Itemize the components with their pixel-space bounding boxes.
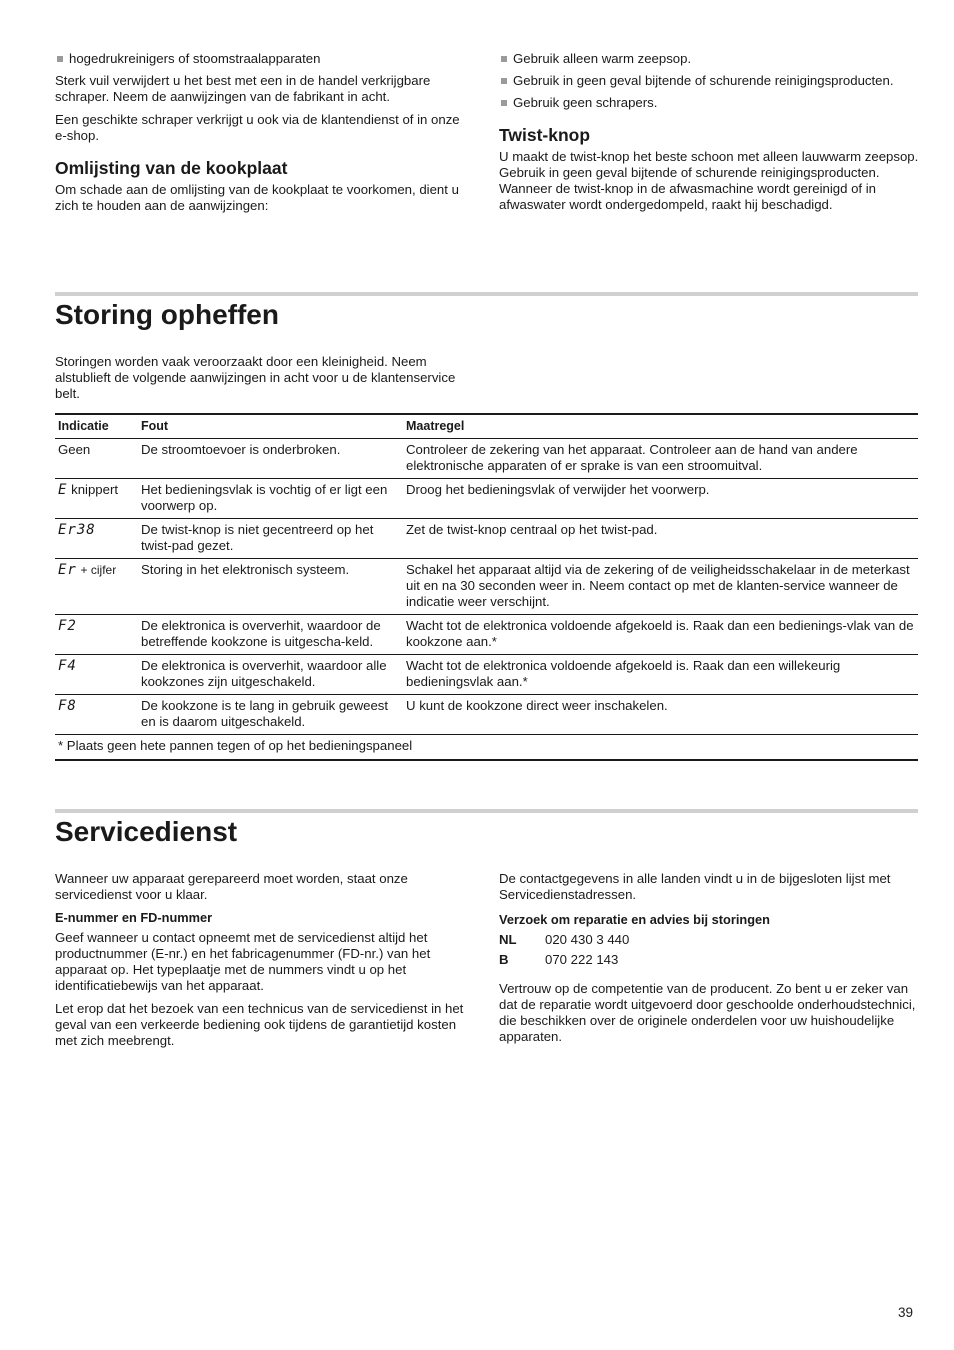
measure-cell: Schakel het apparaat altijd via de zekering of de veiligheidsschakelaar in de meterkast uit en na 30 seconden weer in. Neem contact op met de klanten-service wanneer de indicatie weer verschijnt.: [403, 559, 918, 615]
display-code: F4: [58, 658, 77, 674]
fault-cell: De elektronica is oververhit, waardoor de betreffende kookzone is uitgescha-keld.: [138, 615, 403, 655]
paragraph: De contactgegevens in alle landen vindt u in de bijgesloten lijst met Servicedienstadressen.: [499, 871, 891, 902]
paragraph: Geef wanneer u contact opneemt met de servicedienst altijd het productnummer (E-nr.) en het fabricagenummer (FD-nr.) van het apparaat op. Het typeplaatje met de nummers vindt u op het identificatiebewijs van het apparaat.: [55, 930, 431, 993]
table-footnote-row: [55, 735, 918, 761]
display-code: Er38: [58, 522, 96, 538]
paragraph: Om schade aan de omlijsting van de kookplaat te voorkomen, dient u zich te houden aan de aanwijzingen:: [55, 182, 459, 213]
page-number: 39: [898, 1305, 914, 1320]
indication-cell: [55, 615, 138, 655]
bullet-item: Gebruik geen schrapers.: [499, 95, 919, 111]
section-heading-omlijsting: Omlijsting van de kookplaat: [55, 158, 288, 178]
page-title-storing: Storing opheffen: [55, 299, 279, 330]
fault-cell: De stroomtoevoer is onderbroken.: [138, 439, 403, 479]
indication-text: knippert: [71, 482, 119, 497]
indication-cell: [55, 559, 138, 615]
indication-cell: [55, 479, 138, 519]
fault-cell: Storing in het elektronisch systeem.: [138, 559, 403, 615]
storing-intro: Storingen worden vaak veroorzaakt door een kleinigheid. Neem alstublieft de volgende aanwijzingen in acht voor u de klantenservice belt.: [55, 354, 456, 401]
phone-row: [499, 932, 919, 948]
fault-cell: De elektronica is oververhit, waardoor alle kookzones zijn uitgeschakeld.: [138, 655, 403, 695]
bullet-item: hogedrukreinigers of stoomstraalapparaten: [55, 51, 475, 67]
table-footnote: * Plaats geen hete pannen tegen of op het bedieningspaneel: [55, 735, 918, 761]
display-code: E: [58, 482, 68, 498]
paragraph: U maakt de twist-knop het beste schoon met alleen lauwwarm zeepsop. Gebruik in geen geval bijtende of schurende reinigingsproducten. Wanneer de twist-knop in de afwasmachine wordt gereinigd of in afwaswater wordt ondergedompeld, raakt hij beschadigd.: [499, 149, 919, 212]
indication-cell: [55, 519, 138, 559]
table-header-row: [55, 414, 918, 439]
table-row: [55, 655, 918, 695]
indication-cell: [55, 695, 138, 735]
paragraph: Een geschikte schraper verkrijgt u ook via de klantendienst of in onze e-shop.: [55, 112, 460, 143]
top-right-column: [499, 51, 919, 220]
table-row: [55, 439, 918, 479]
measure-cell: Controleer de zekering van het apparaat. Controleer aan de hand van andere elektronische apparaten of er sprake is van een stroomuitval.: [403, 439, 918, 479]
column-header: Indicatie: [55, 414, 138, 439]
country-code: NL: [499, 932, 517, 947]
indication-text: Geen: [58, 442, 91, 457]
indication-text: + cijfer: [80, 563, 117, 577]
table-row: [55, 479, 918, 519]
display-code: F2: [58, 618, 77, 634]
measure-cell: Zet de twist-knop centraal op het twist-pad.: [403, 519, 918, 559]
column-header: Maatregel: [403, 414, 918, 439]
section-divider: [55, 292, 918, 296]
table-row: [55, 615, 918, 655]
service-right-column: [499, 871, 919, 1052]
section-divider: [55, 809, 918, 813]
bullet-item: Gebruik alleen warm zeepsop.: [499, 51, 919, 67]
display-code: F8: [58, 698, 77, 714]
fault-cell: De twist-knop is niet gecentreerd op het twist-pad gezet.: [138, 519, 403, 559]
subheading-reparatie: Verzoek om reparatie en advies bij storingen: [499, 912, 770, 927]
top-left-column: [55, 51, 475, 221]
column-header: Fout: [138, 414, 403, 439]
indication-cell: [55, 655, 138, 695]
indication-cell: [55, 439, 138, 479]
service-left-column: [55, 871, 475, 1056]
fault-cell: De kookzone is te lang in gebruik geweest en is daarom uitgeschakeld.: [138, 695, 403, 735]
paragraph: Wanneer uw apparaat gerepareerd moet worden, staat onze servicedienst voor u klaar.: [55, 871, 408, 902]
paragraph: Vertrouw op de competentie van de producent. Zo bent u er zeker van dat de reparatie wordt uitgevoerd door geschoolde onderhoudstechnici, die beschikken over de originele onderdelen voor uw huishoudelijke apparaten.: [499, 981, 916, 1044]
country-code: B: [499, 952, 509, 967]
measure-cell: Wacht tot de elektronica voldoende afgekoeld is. Raak dan een willekeurig bedieningsvlak aan.*: [403, 655, 918, 695]
fault-cell: Het bedieningsvlak is vochtig of er ligt een voorwerp op.: [138, 479, 403, 519]
phone-row: [499, 952, 919, 968]
paragraph: Sterk vuil verwijdert u het best met een in de handel verkrijgbare schraper. Neem de aanwijzingen van de fabrikant in acht.: [55, 73, 431, 104]
table-row: [55, 519, 918, 559]
measure-cell: Droog het bedieningsvlak of verwijder het voorwerp.: [403, 479, 918, 519]
bullet-item: Gebruik in geen geval bijtende of schurende reinigingsproducten.: [499, 73, 919, 89]
subheading-e-nummer: E-nummer en FD-nummer: [55, 910, 213, 925]
display-code: Er: [58, 562, 77, 578]
page-title-servicedienst: Servicedienst: [55, 816, 238, 847]
measure-cell: U kunt de kookzone direct weer inschakelen.: [403, 695, 918, 735]
phone-number: 020 430 3 440: [545, 932, 630, 947]
table-row: [55, 559, 918, 615]
section-heading-twist-knop: Twist-knop: [499, 125, 591, 145]
phone-number: 070 222 143: [545, 952, 619, 967]
table-row: [55, 695, 918, 735]
fault-table: [55, 413, 918, 761]
paragraph: Let erop dat het bezoek van een technicus van de servicedienst in het geval van een verkeerde bediening ook tijdens de garantietijd kosten met zich meebrengt.: [55, 1001, 464, 1048]
measure-cell: Wacht tot de elektronica voldoende afgekoeld is. Raak dan een bedienings-vlak van de kookzone aan.*: [403, 615, 918, 655]
